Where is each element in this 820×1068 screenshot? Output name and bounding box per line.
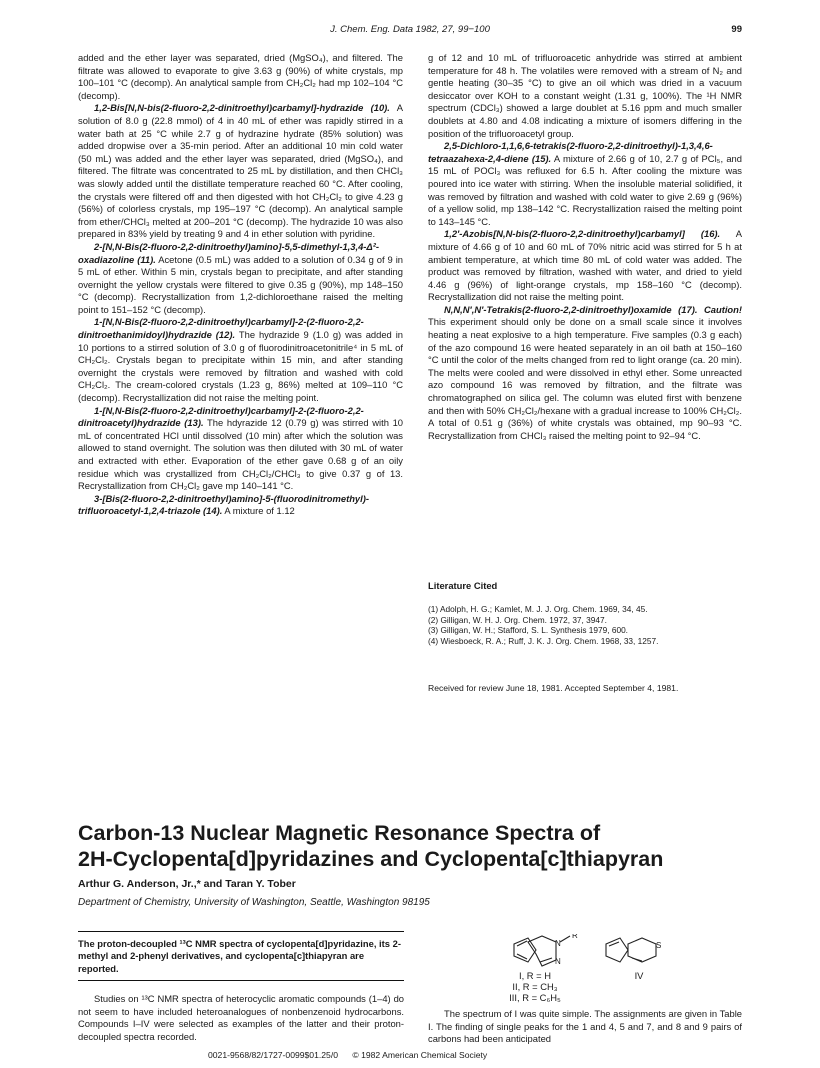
article-title [78, 820, 742, 872]
affiliation: Department of Chemistry, University of Washington, Seattle, Washington 98195 [78, 897, 430, 908]
reference-list [428, 604, 742, 646]
structure-r-label: R [572, 934, 578, 940]
compound-heading: 2-[N,N-Bis(2-fluoro-2,2-dinitroethyl)amino]-5,5-dimethyl-1,3,4-Δ²-oxadiazoline (11). [78, 240, 379, 265]
introduction [78, 993, 404, 1043]
literature-cited-title: Literature Cited [428, 580, 498, 591]
structure-label: II, R = CH₃ [512, 981, 558, 992]
authors: Arthur G. Anderson, Jr.,* and Taran Y. Tober [78, 878, 296, 890]
compound-heading: 2,5-Dichloro-1,1,6,6-tetrakis(2-fluoro-2,2-dinitroethyl)-1,3,4,6-tetraazahexa-2,4-diene (15). [428, 140, 713, 164]
reference-item: (1) Adolph, H. G.; Kamlet, M. J. J. Org. Chem. 1969, 34, 45. [428, 604, 648, 614]
paragraph: 3-[Bis(2-fluoro-2,2-dinitroethyl)amino]-5-(fluorodinitromethyl)-trifluoroacetyl-1,2,4-triazole (14). A mixture of 1.12 [78, 492, 369, 517]
structure-label: I, R = H [518, 970, 552, 981]
right-column [428, 52, 742, 442]
paragraph: 1-[N,N-Bis(2-fluoro-2,2-dinitroethyl)carbamyl]-2-(2-fluoro-2,2-dinitroethanimidoyl)hydrazide (12). The hydrazide 9 (1.0 g) was added in 10 portions to a stirred solution of 3.0 g of fluorodinitroacetonitrile⁴ in 5 mL of CH₂Cl₂. Crystals began to precipitate within 15 min, and after standing overnight the crystals were removed by filtration and washed with cold CH₂Cl₂. The cream-colored crystals (1.23 g, 86%) melted at 109–110 °C (decomp). Recrystallization did not raise the melting point. [78, 316, 404, 404]
compound-heading: 3-[Bis(2-fluoro-2,2-dinitroethyl)amino]-5-(fluorodinitromethyl)-trifluoroacetyl-1,2,4-triazole (14). [78, 492, 369, 517]
reference-item: (4) Wiesboeck, R. A.; Ruff, J. K. J. Org. Chem. 1968, 33, 1257. [428, 635, 659, 646]
structure-n-label: N [555, 957, 561, 966]
reference-item: (2) Gilligan, W. H. J. Org. Chem. 1972, 37, 3947. [428, 614, 607, 625]
journal-citation: J. Chem. Eng. Data 1982, 27, 99−100 [330, 24, 490, 35]
paragraph: Studies on ¹³C NMR spectra of heterocyclic aromatic compounds (1–4) do not seem to have included heteroanalogues of nonbenzenoid hydrocarbons. Compounds I–IV were selected as examples of the latter and their proton-decoupled spectra recorded. [78, 993, 404, 1042]
compound-heading: 1-[N,N-Bis(2-fluoro-2,2-dinitroethyl)carbamyl]-2-(2-fluoro-2,2-dinitroacetyl)hydrazide (13). [78, 404, 364, 429]
page-number: 99 [731, 24, 742, 35]
abstract: The proton-decoupled ¹³C NMR spectra of cyclopenta[d]pyridazine, its 2-methyl and 2-phenyl derivatives, and cyclopenta[c]thiapyran are reported. [78, 931, 404, 981]
paragraph: 1,2′-Azobis[N,N-bis(2-fluoro-2,2-dinitroethyl)carbamyl] (16). A mixture of 4.66 g of 10 and 60 mL of 70% nitric acid was stirred for 5 h at ambient temperature, at which time 80 mL of cold water was added. The product was removed by filtration, washed with water, and dried to yield 4.46 g (96%) of light-orange crystals, mp 158–160 °C (decomp). Recrystallization did not raise the melting point. [428, 228, 742, 303]
paragraph: 1-[N,N-Bis(2-fluoro-2,2-dinitroethyl)carbamyl]-2-(2-fluoro-2,2-dinitroacetyl)hydrazide (13). The hdyrazide 12 (0.79 g) was stirred with 10 mL of concentrated HCl until dissolved (10 min) after which the solution was allowed to stand overnight. The solution was then diluted with 30 mL of water and extracted with ether. Evaporation of the ether gave 0.68 g of an oily residue which was crystallized from CH₂Cl₂/CHCl₃ to give 0.37 g of 13. Recrystallization from CH₂Cl₂ gave mp 140–141 °C. [78, 404, 404, 492]
document-code: 0021-9568/82/1727-0099$01.25/0 [208, 1050, 338, 1060]
structure-label: IV [634, 970, 644, 981]
paragraph: added and the ether layer was separated, dried (MgSO₄), and filtered. The filtrate was allowed to evaporate to give 3.63 g (90%) of white crystals, mp 100–101 °C (decomp). An analytical sample from CH₂Cl₂ had mp 102–104 °C (decomp). [78, 52, 403, 101]
page-header [78, 24, 742, 40]
compound-heading: 1-[N,N-Bis(2-fluoro-2,2-dinitroethyl)carbamyl]-2-(2-fluoro-2,2-dinitroethanimidoyl)hydrazide (12). [78, 316, 364, 341]
paragraph: N,N,N′,N′-Tetrakis(2-fluoro-2,2-dinitroethyl)oxamide (17). Caution! This experiment should only be done on a small scale since it involves heating a neat explosive to a high temperature. Five samples (0.3 g each) of the azo compound 16 were heated separately in an oil bath at 150–160 °C until the color of the melts changed from red to light orange (ca. 20 min). The melts were cooled and were dissolved in ethyl ether. Some unreacted azo compound 16 was removed by filtration, and the filtrate was chromatographed on silica gel. The column was eluted first with benzene and then with 50% CH₂Cl₂/hexane with a gradual increase to 100% CH₂Cl₂. A total of 0.51 g (36%) of white crystals was obtained, mp 90–93 °C. Recrystallization from CHCl₃ raised the melting point to 92–94 °C. [428, 303, 742, 441]
reference-item: (3) Gilligan, W. H.; Stafford, S. L. Synthesis 1979, 600. [428, 625, 628, 636]
title-line: Carbon-13 Nuclear Magnetic Resonance Spectra of [78, 821, 601, 845]
compound-heading: 1,2-Bis[N,N-bis(2-fluoro-2,2-dinitroethyl)carbamyl]-hydrazide (10). [94, 102, 390, 114]
structure-n-label: N [555, 939, 561, 948]
paragraph: g of 12 and 10 mL of trifluoroacetic anhydride was stirred at ambient temperature for 48 h. The volatiles were removed with a stream of N₂ and gentle heating (30–35 °C) to give an oil which was dried in a vacuum desiccator over KOH to a constant weight (1.31 g, 100%). The ¹H NMR spectrum (CDCl₃) showed a large doublet at 5.16 ppm and much smaller doublets at 4.80 and 4.08 indicating a mixture of isomers differing in the position of the trifluoroacetyl group. [428, 52, 742, 139]
structure-s-label: S [656, 941, 662, 950]
received-note: Received for review June 18, 1981. Accepted September 4, 1981. [428, 683, 679, 693]
left-column [78, 52, 403, 518]
page-footer [208, 1050, 487, 1060]
structure-iv [606, 938, 656, 962]
structure-i-iii [514, 936, 570, 966]
paragraph: 1,2-Bis[N,N-bis(2-fluoro-2,2-dinitroethyl)carbamyl]-hydrazide (10). A solution of 8.0 g (22.8 mmol) of 4 in 40 mL of ether was rapidly stirred in a water bath at 25 °C while 2.7 g of hydrazine hydrate (85% solution) was added dropwise over a 35-min period. After an additional 10 min cold water (50 mL) was added and the ether layer was separated, dried (MgSO₄), and filtered. The filtrate was concentrated to 25 mL by distillation, and then CHCl₃ was slowly added until the distillate temperature reached 60 °C. After cooling, the crystals were filtered off and then digested with hot CH₂Cl₂ to give 4.23 g (56%) of colorless crystals, mp 195–197 °C (decomp). An analytical sample from ether/CHCl₃ melted at 200–201 °C (decomp). The hydrazide 10 was also prepared in 83% yield by treating 9 and 4 in ether solution with pyridine. [78, 102, 403, 240]
copyright: © 1982 American Chemical Society [352, 1050, 488, 1060]
structure-label: III, R = C₆H₅ [509, 992, 561, 1003]
paragraph: The spectrum of I was quite simple. The assignments are given in Table I. The finding of single peaks for the 1 and 4, 5 and 7, and 8 and 9 pairs of carbons had been anticipated [428, 1008, 742, 1045]
paragraph: 2,5-Dichloro-1,1,6,6-tetrakis(2-fluoro-2,2-dinitroethyl)-1,3,4,6-tetraazahexa-2,4-diene (15). A mixture of 2.66 g of 10, 2.7 g of PCl₅, and 15 mL of POCl₃ was refluxed for 6.5 h. After cooling the mixture was poured into ice water with stirring. When the insoluble material solidified, it was removed by filtration and washed with cold water to give 2.69 g (96%) of a yellow solid, mp 138–142 °C. Recrystallization raised the melting point to 143–145 °C. [428, 140, 742, 227]
paragraph: 2-[N,N-Bis(2-fluoro-2,2-dinitroethyl)amino]-5,5-dimethyl-1,3,4-Δ²-oxadiazoline (11). Acetone (0.5 mL) was added to a solution of 0.34 g of 9 in 5 mL of ether. Within 5 min, crystals began to precipitate, and after standing overnight the yellow crystals were filtered to give 0.35 g (90%), mp 148–150 °C (decomp). Recrystallization from 1,2-dichloroethane raised the melting point to 151–152 °C (decomp). [78, 240, 403, 315]
compound-heading: 1,2′-Azobis[N,N-bis(2-fluoro-2,2-dinitroethyl)carbamyl] (16). [444, 228, 721, 240]
title-line: 2H-Cyclopenta[d]pyridazines and Cyclopenta[c]thiapyran [78, 847, 664, 871]
compound-heading: N,N,N′,N′-Tetrakis(2-fluoro-2,2-dinitroethyl)oxamide (17). Caution! [444, 303, 742, 315]
results-text [428, 1008, 742, 1046]
